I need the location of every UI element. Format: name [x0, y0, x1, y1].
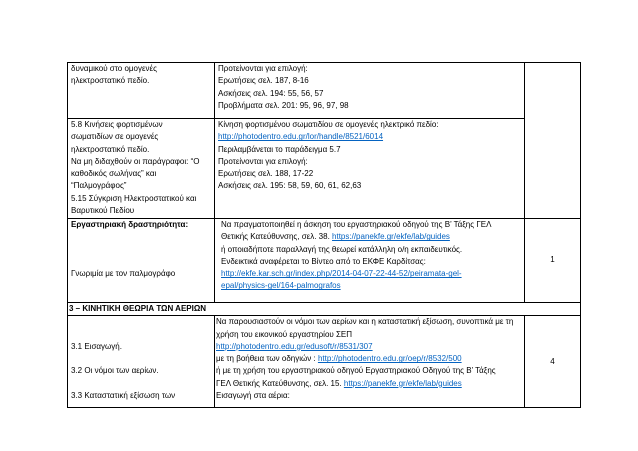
guidance-line: Προτείνονται για επιλογή:: [218, 64, 308, 73]
guidance-text: ΓΕΛ Θετικής Κατεύθυνσης, σελ. 15.: [216, 378, 344, 388]
topic-cell: [68, 316, 215, 408]
guidance-text: Θετικής Κατεύθυνσης, σελ. 38.: [221, 232, 333, 242]
guidance-line: Εισαγωγή στα αέρια:: [216, 391, 290, 401]
table-row: [68, 63, 581, 119]
topic-line: δυναμικού στο ομογενές: [71, 64, 157, 73]
guidance-line: Ερωτήσεις σελ. 187, 8-16: [218, 76, 309, 86]
guidance-line: Ερωτήσεις σελ. 188, 17-22: [218, 169, 314, 179]
guidance-cell: [215, 219, 525, 303]
guidance-line: Προτείνονται για επιλογή:: [218, 156, 308, 166]
guidance-line: [216, 353, 521, 365]
section-header-row: [68, 303, 581, 316]
guidance-text: με τη βοήθεια των οδηγιών :: [216, 354, 318, 364]
guidance-line: χρήση του εικονικού εργαστηρίου ΣΕΠ: [216, 329, 353, 339]
guidance-line: [221, 231, 521, 243]
panekfe-link[interactable]: https://panekfe.gr/ekfe/lab/guides: [332, 232, 450, 242]
topic-line: Γνωριμία με τον παλμογράφο: [71, 269, 176, 279]
guidance-cell: [215, 63, 525, 119]
topic-line: ηλεκτροστατικό πεδίο.: [71, 144, 150, 154]
hours-cell: 1: [525, 219, 581, 303]
topic-cell: [68, 119, 215, 219]
table-row: [68, 119, 581, 219]
table-row: [68, 316, 581, 408]
ekfe-video-link[interactable]: epal/physics-gel/164-palmografos: [221, 281, 341, 291]
topic-line: 3.3 Καταστατική εξίσωση των: [71, 391, 176, 401]
photodentro-oep-link[interactable]: http://photodentro.edu.gr/oep/r/8532/500: [317, 354, 462, 364]
topic-line: 3.1 Εισαγωγή.: [71, 341, 122, 351]
guidance-line: Να παρουσιαστούν οι νόμοι των αερίων και η καταστατική εξίσωση, συνοπτικά με τη: [216, 317, 514, 327]
topic-line: 5.8 Κινήσεις φορτισμένων: [71, 120, 163, 129]
guidance-cell: [215, 119, 525, 219]
topic-cell: [68, 219, 215, 303]
panekfe-link[interactable]: https://panekfe.gr/ekfe/lab/guides: [343, 378, 462, 388]
topic-line: σωματιδίων σε ομογενές: [71, 132, 159, 142]
guidance-line: Ενδεικτικά αναφέρεται το Βίντεο από το ΕΚΦΕ Καρδίτσας:: [221, 256, 426, 266]
topic-line: ηλεκτροστατικό πεδίο.: [71, 76, 150, 86]
topic-line: “Παλμογράφος”: [71, 181, 127, 191]
topic-line: Να μη διδαχθούν οι παράγραφοι: “Ο: [71, 156, 200, 166]
guidance-line: Ασκήσεις σελ. 194: 55, 56, 57: [218, 88, 324, 98]
guidance-line: ή οποιαδήποτε παραλλαγή της θεωρεί κατάλληλη ο/η εκπαιδευτικός.: [221, 244, 463, 254]
hours-cell: [525, 63, 581, 219]
photodentro-edusoft-link[interactable]: http://photodentro.edu.gr/edusoft/r/8531/307: [216, 341, 373, 351]
photodentro-link[interactable]: http://photodentro.edu.gr/lor/handle/8521/6014: [218, 132, 384, 142]
hours-cell: 4: [525, 316, 581, 408]
guidance-line: ή με τη χρήση του εργαστηριακού οδηγού Εργαστηριακού Οδηγού της Β’ Τάξης: [216, 366, 496, 376]
topic-line: 3.2 Οι νόμοι των αερίων.: [71, 366, 159, 376]
lab-activity-title: Εργαστηριακή δραστηριότητα:: [71, 220, 189, 229]
topic-cell: [68, 63, 215, 119]
guidance-line: Προβλήματα σελ. 201: 95, 96, 97, 98: [218, 100, 349, 110]
topic-line: καθοδικός σωλήνας” και: [71, 169, 157, 179]
guidance-line: [216, 378, 521, 390]
guidance-line: Περιλαμβάνεται το παράδειγμα 5.7: [218, 144, 341, 154]
guidance-line: Ασκήσεις σελ. 195: 58, 59, 60, 61, 62,63: [218, 181, 362, 191]
topic-line: 5.15 Σύγκριση Ηλεκτροστατικού και: [71, 193, 197, 203]
curriculum-table: [67, 62, 581, 408]
guidance-line: Να πραγματοποιηθεί η άσκηση του εργαστηριακού οδηγού της Β’ Τάξης ΓΕΛ: [221, 220, 492, 229]
table-row: [68, 219, 581, 303]
guidance-line: Κίνηση φορτισμένου σωματιδίου σε ομογενές ηλεκτρικό πεδίο:: [218, 120, 439, 129]
ekfe-video-link[interactable]: http://ekfe.kar.sch.gr/index.php/2014-04-07-22-44-52/peiramata-gel-: [221, 269, 462, 279]
guidance-cell: [215, 316, 525, 408]
topic-line: Βαρυτικού Πεδίου: [71, 206, 135, 216]
section-title: 3 – ΚΙΝΗΤΙΚΗ ΘΕΩΡΙΑ ΤΩΝ ΑΕΡΙΩΝ: [68, 303, 581, 316]
